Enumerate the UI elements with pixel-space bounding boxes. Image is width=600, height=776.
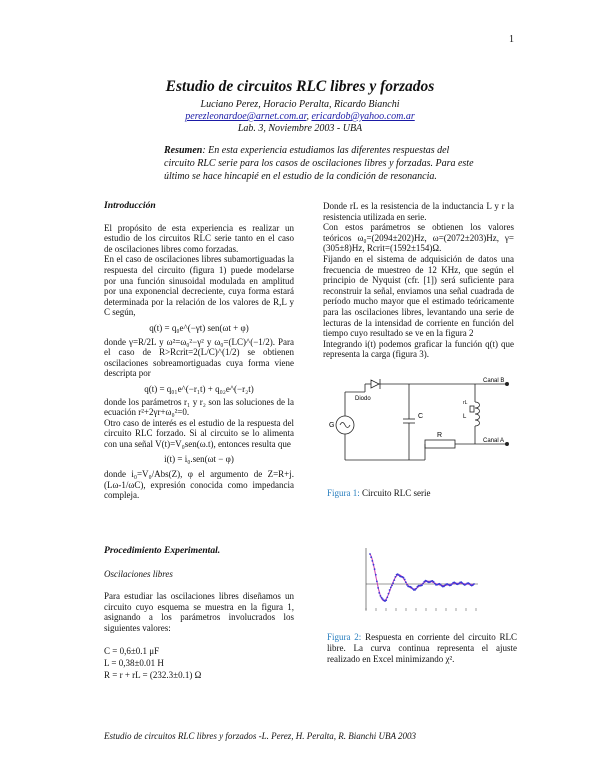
data-point: [386, 597, 388, 599]
rl-resistor: [470, 406, 474, 412]
data-point: [421, 584, 423, 586]
inductor-coil: [475, 402, 480, 426]
data-point: [390, 587, 392, 589]
canal-a-node: [505, 442, 509, 446]
figure-1-caption-text: Circuito RLC serie: [359, 488, 431, 498]
figure-2-caption-label: Figura 2:: [327, 632, 362, 642]
col2-paragraph-1: Donde rL es la resistencia de la inductancia L y r la resistencia utilizada en serie.: [323, 201, 514, 222]
figure-2-plot: [362, 546, 480, 614]
data-point: [422, 583, 424, 585]
data-point: [369, 553, 371, 555]
data-point: [403, 577, 405, 579]
data-point: [380, 595, 382, 597]
intro-paragraph-6: donde i₀=V₀/Abs(Z), φ el argumento de Z=R+j.(Lω-1/ωC), expresión conocida como impedancia compleja.: [104, 469, 294, 501]
data-point: [404, 579, 406, 581]
procedure-heading: Procedimiento Experimental.: [104, 545, 221, 556]
data-point: [377, 587, 379, 589]
data-point: [391, 585, 393, 587]
plot-ticks: [366, 608, 476, 611]
data-point: [374, 568, 376, 570]
lab-line: Lab. 3, Noviembre 2003 - UBA: [237, 123, 363, 134]
page-footer: Estudio de circuitos RLC libres y forzados -L. Perez, H. Peralta, R. Bianchi UBA 2003: [104, 731, 417, 741]
data-point: [376, 581, 378, 583]
equation-2: q(t) = q₀₁e^(−r₁t) + q₀₂e^(−r₂t): [144, 383, 254, 394]
data-point: [433, 581, 435, 583]
paper-title: Estudio de circuitos RLC libres y forzados: [165, 78, 435, 95]
value-l: L = 0,38±0.01 H: [104, 657, 164, 668]
resistor-label: R: [437, 432, 443, 439]
authors: Luciano Perez, Horacio Peralta, Ricardo Bianchi: [200, 99, 400, 110]
data-point: [415, 588, 417, 590]
generator-wave: [340, 423, 350, 428]
page-number: 1: [509, 34, 514, 45]
col2-paragraph-3: Fijando en el sistema de adquisición de datos una frecuencia de muestreo de 12 KHz, que según el principio de Nyquist (cfr. [1]) será suficiente para reconstruir la señal, enviamos una señal cuadrada de período mucho mayor que el estimado teóricamente para las oscilaciones libres, levantando una serie de lecturas de la intensidad de corriente en función del tiempo cuyo resultado se ve en la figura 2: [323, 253, 514, 339]
parameter-values: [104, 645, 294, 681]
intro-paragraph-4: donde los parámetros r₁ y r₂ son las soluciones de la ecuación r²+2γr+ω₀²=0.: [104, 396, 294, 418]
data-point: [371, 560, 373, 562]
procedure-subheading: Oscilaciones libres: [104, 568, 173, 579]
data-point: [385, 599, 387, 601]
right-column-text: [323, 201, 514, 360]
intro-paragraph-5: Otro caso de interés es el estudio de la respuesta del circuito RLC forzado. Si al circuito se lo alimenta con una señal V(t)=V₀sen(ω.t), entonces resulta que: [104, 417, 294, 449]
figure-1-caption: [327, 488, 517, 499]
data-point: [378, 592, 380, 594]
col2-paragraph-4: Integrando i(t) podemos graficar la función q(t) que representa la carga (figura 3).: [323, 338, 514, 360]
data-point: [388, 593, 390, 595]
procedure-paragraph-1: Para estudiar las oscilaciones libres diseñamos un circuito cuyo esquema se muestra en la figura 1, asignando a los parámetros involucrados los siguientes valores:: [104, 591, 294, 633]
generator-label: G: [329, 422, 335, 429]
data-points: [369, 553, 475, 602]
intro-section: [104, 201, 294, 501]
data-point: [405, 581, 407, 583]
data-point: [370, 556, 372, 558]
figure-1-caption-label: Figura 1:: [327, 488, 360, 498]
intro-paragraph-2: En el caso de oscilaciones libres subamortiguadas la respuesta del circuito (figura 1) puede modelarse por una función sinusoidal modulada en amplitud por una exponencial decreciente, cuya forma estará determinada por la relación de los valores de R,L y C según,: [104, 254, 294, 318]
data-point: [411, 587, 413, 589]
inductor-label: L: [463, 414, 467, 420]
data-point: [393, 579, 395, 581]
procedure-section: [104, 546, 294, 681]
col2-paragraph-2: Con estos parámetros se obtienen los valores teóricos ω₀=(2094±202)Hz, ω=(2072±203)Hz, γ=(305±8)Hz, Rcrit=(1592±154)Ω.: [323, 222, 514, 254]
figure-1-circuit: [325, 374, 515, 466]
abstract: [164, 144, 482, 183]
abstract-text: : En esta experiencia estudiamos las diferentes respuestas del circuito RLC serie para los casos de oscilaciones libres y forzadas. Para este último se hace hincapié en el estudio de la condición de resonancia.: [164, 145, 474, 182]
rl-label: rL: [463, 400, 468, 406]
canal-a-label: Canal A: [483, 438, 505, 444]
equation-3: i(t) = i₀.sen(ωt − φ): [164, 454, 234, 465]
email-link-1[interactable]: perezleonardoe@arnet.com.ar: [185, 111, 307, 122]
capacitor-label: C: [418, 413, 424, 420]
canal-b-node: [505, 382, 509, 386]
data-point: [406, 584, 408, 586]
data-point: [375, 574, 377, 576]
data-point: [389, 589, 391, 591]
canal-b-label: Canal B: [483, 378, 505, 384]
fit-curve: [370, 554, 474, 601]
value-r: R = r + rL = (232.3±0.1) Ω: [104, 669, 202, 680]
intro-heading: Introducción: [104, 200, 156, 211]
resistor-r: [425, 440, 455, 448]
data-point: [392, 582, 394, 584]
abstract-label: Resumen: [164, 145, 203, 156]
emails: perezleonardoe@arnet.com.ar, ericardob@yahoo.com.ar: [185, 111, 415, 122]
intro-paragraph-3: donde γ=R/2L y ω²=ω₀²−γ² y ω₀=(LC)^(−1/2). Para el caso de R>Rcrit=2(L/C)^(1/2) se obtienen oscilaciones sobreamortiguadas cuya forma viene descripta por: [104, 336, 294, 379]
value-c: C = 0,6±0.1 μF: [104, 645, 160, 656]
diode-symbol: [371, 380, 379, 388]
intro-paragraph-1: El propósito de esta experiencia es realizar un estudio de los circuitos RLC serie tanto en el caso de oscilaciones libres como forzadas.: [104, 222, 294, 254]
data-point: [473, 583, 475, 585]
diode-label: Diodo: [355, 396, 371, 402]
email-link-2[interactable]: ericardob@yahoo.com.ar: [311, 111, 415, 122]
data-point: [373, 564, 375, 566]
data-point: [395, 576, 397, 578]
figure-2-caption-text: Respuesta en corriente del circuito RLC libre. La curva continua representa el ajuste realizado en Excel minimizando χ².: [327, 632, 518, 664]
data-point: [381, 597, 383, 599]
figure-2-caption: [327, 632, 517, 665]
equation-1: q(t) = q₀e^(−γt) sen(ωt + φ): [149, 322, 249, 333]
